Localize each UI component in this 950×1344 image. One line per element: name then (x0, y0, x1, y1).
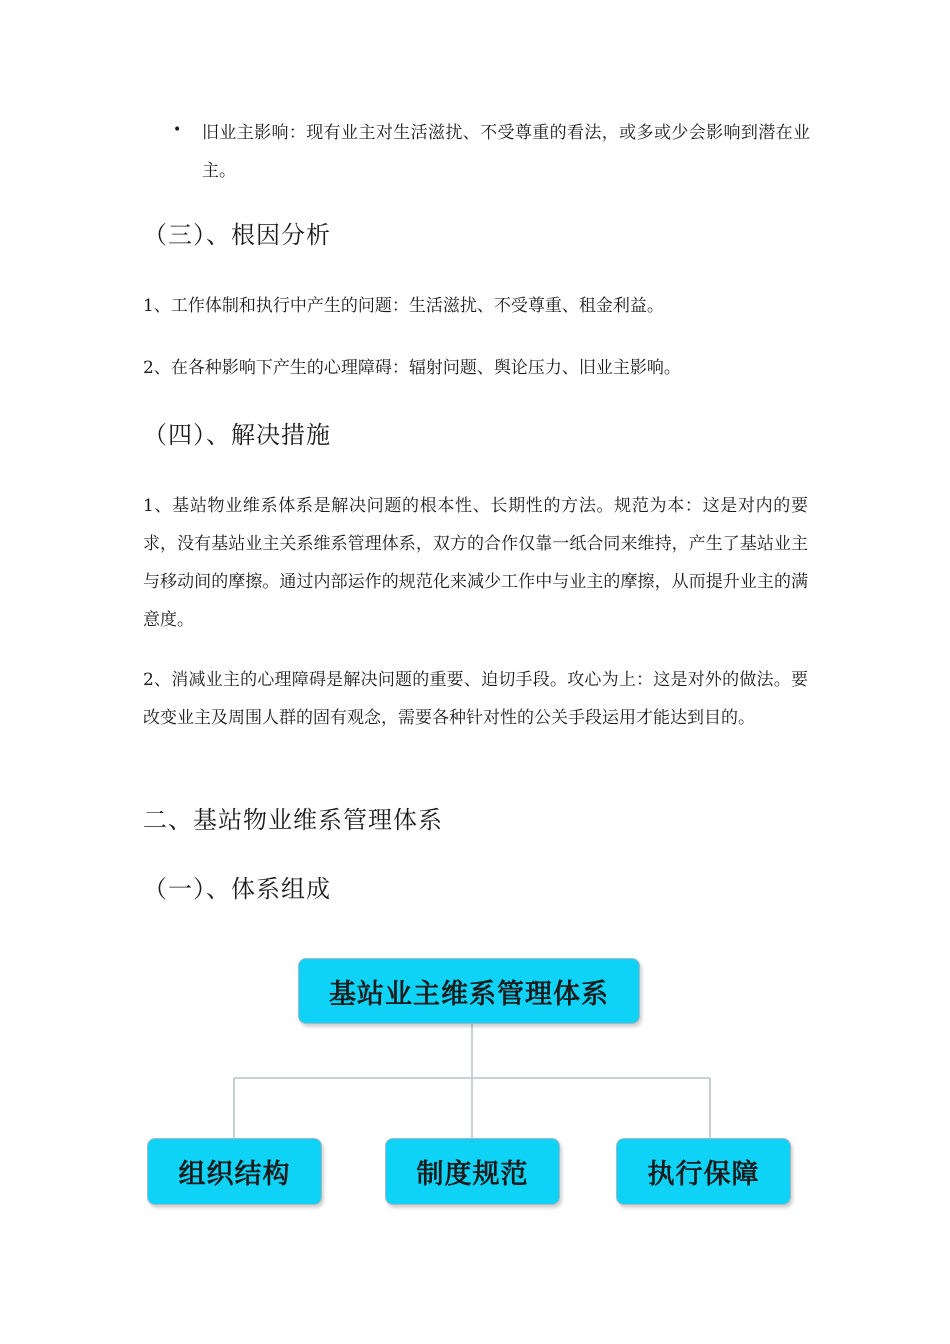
bullet-text-old-owner-influence: 旧业主影响：现有业主对生活滋扰、不受尊重的看法，或多或少会影响到潜在业主。 (202, 123, 810, 181)
root-cause-item-2: 2、在各种影响下产生的心理障碍：辐射问题、舆论压力、旧业主影响。 (143, 358, 681, 378)
root-cause-item-1: 1、工作体制和执行中产生的问题：生活滋扰、不受尊重、租金利益。 (143, 296, 664, 316)
org-node-root: 基站业主维系管理体系 (298, 958, 640, 1024)
solution-item-1: 1、基站物业维系体系是解决问题的根本性、长期性的方法。规范为本：这是对内的要求，没有基站业主关系维系管理体系，双方的合作仅靠一纸合同来维持，产生了基站业主与移动间的摩擦。通过内部运作的规范化来减少工作中与业主的摩擦，从而提升业主的满意度。 (143, 496, 808, 630)
chapter-heading-management-system: 二、基站物业维系管理体系 (143, 806, 443, 834)
org-node-system-regulations: 制度规范 (385, 1138, 560, 1205)
solution-item-2: 2、消减业主的心理障碍是解决问题的重要、迫切手段。攻心为上：这是对外的做法。要改变业主及周围人群的固有观念，需要各种针对性的公关手段运用才能达到目的。 (143, 670, 808, 728)
subsection-heading-system-composition: （一）、体系组成 (143, 875, 331, 903)
org-node-execution-guarantee: 执行保障 (616, 1138, 791, 1205)
section-heading-solutions: （四）、解决措施 (143, 421, 331, 449)
section-heading-root-cause: （三）、根因分析 (143, 221, 331, 249)
bullet-marker: • (173, 122, 182, 138)
org-node-organization-structure: 组织结构 (147, 1138, 322, 1205)
